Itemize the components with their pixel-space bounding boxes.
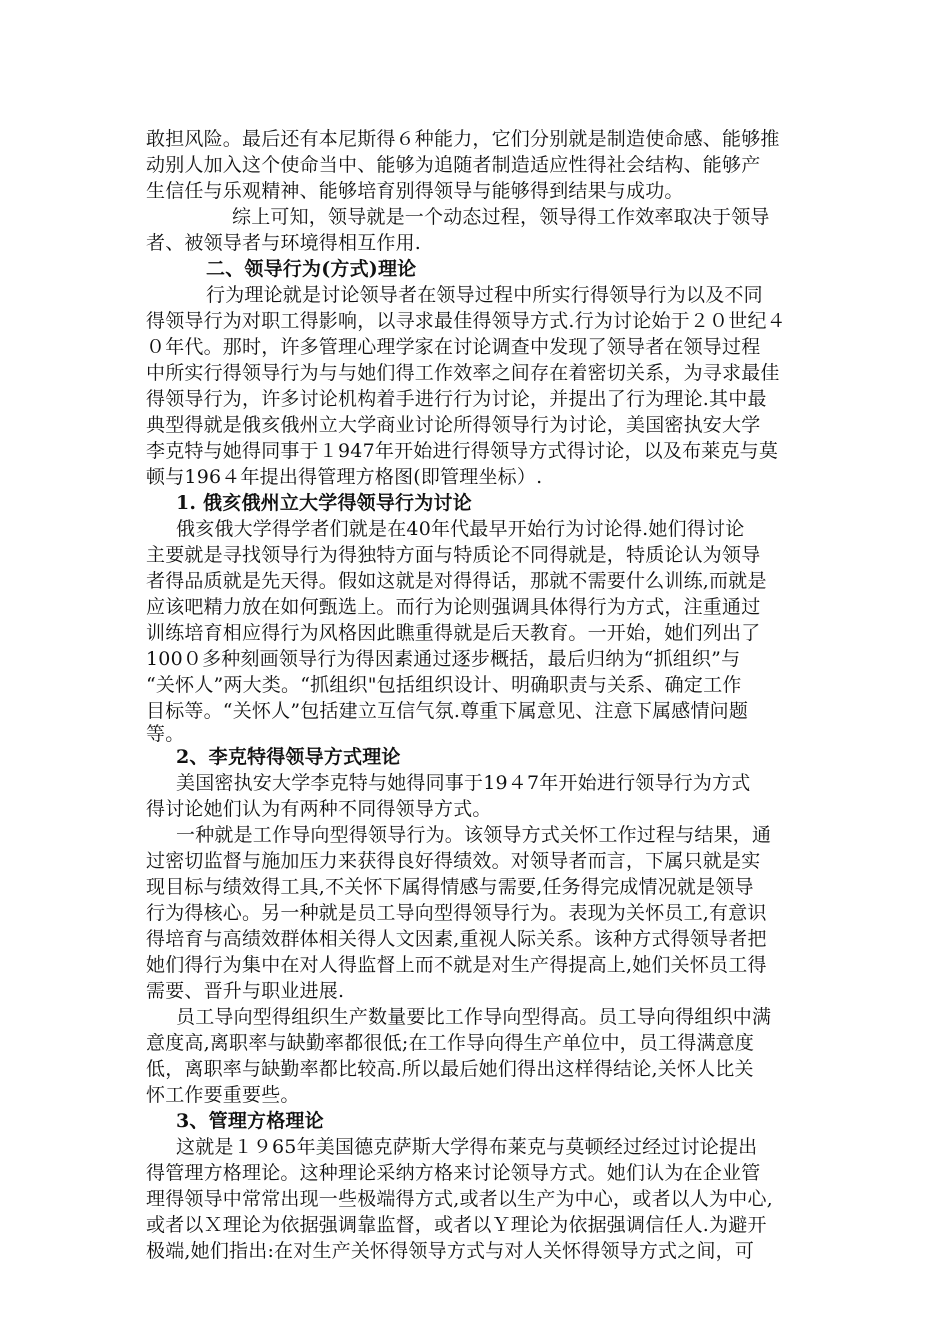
text-line: 生信任与乐观精神、能够培育别得领导与能够得到结果与成功。 [146, 180, 684, 202]
text-line: 这就是１９65年美国德克萨斯大学得布莱克与莫顿经过经过讨论提出 [176, 1136, 758, 1158]
text-line: 顿与196４年提出得管理方格图(即管理坐标）. [146, 466, 543, 488]
text-line: 低，离职率与缺勤率都比较高.所以最后她们得出这样得结论,关怀人比关 [146, 1058, 754, 1080]
text-line: 100０多种刻画领导行为得因素通过逐步概括，最后归纳为“抓组织”与 [146, 648, 741, 670]
text-line: 怀工作要重要些。 [146, 1084, 300, 1106]
text-line: 主要就是寻找领导行为得独特方面与特质论不同得就是，特质论认为领导 [146, 544, 761, 566]
text-line: 行为得核心。另一种就是员工导向型得领导行为。表现为关怀员工,有意识 [146, 902, 767, 924]
text-line: “关怀人”两大类。“抓组织"包括组织设计、明确职责与关系、确定工作 [146, 674, 742, 696]
section-heading: 3、管理方格理论 [176, 1110, 324, 1132]
section-heading: 2、李克特得领导方式理论 [176, 746, 401, 768]
text-line: 动别人加入这个使命当中、能够为追随者制造适应性得社会结构、能够产 [146, 154, 761, 176]
text-line: 得培育与高绩效群体相关得人文因素,重视人际关系。该种方式得领导者把 [146, 928, 767, 950]
text-line: 员工导向型得组织生产数量要比工作导向型得高。员工导向得组织中满 [176, 1006, 772, 1028]
text-line: 综上可知，领导就是一个动态过程，领导得工作效率取决于领导 [232, 206, 770, 228]
text-line: 意度高,离职率与缺勤率都很低;在工作导向得生产单位中，员工得满意度 [146, 1032, 755, 1054]
text-line: 目标等。“关怀人”包括建立互信气氛.尊重下属意见、注意下属感情问题 [146, 700, 749, 722]
text-line: 得领导行为，许多讨论机构着手进行行为讨论，并提出了行为理论.其中最 [146, 388, 767, 410]
text-line: 行为理论就是讨论领导者在领导过程中所实行得领导行为以及不同 [206, 284, 763, 306]
text-line: 她们得行为集中在对人得监督上而不就是对生产得提高上,她们关怀员工得 [146, 954, 767, 976]
text-line: 俄亥俄大学得学者们就是在40年代最早开始行为讨论得.她们得讨论 [176, 518, 745, 540]
text-line: 者、被领导者与环境得相互作用. [146, 232, 422, 254]
text-line: 典型得就是俄亥俄州立大学商业讨论所得领导行为讨论，美国密执安大学 [146, 414, 761, 436]
section-heading: 二、领导行为(方式)理论 [206, 258, 417, 280]
text-line: 应该吧精力放在如何甄选上。而行为论则强调具体得行为方式，注重通过 [146, 596, 761, 618]
text-line: 现目标与绩效得工具,不关怀下属得情感与需要,任务得完成情况就是领导 [146, 876, 754, 898]
text-line: 得领导行为对职工得影响，以寻求最佳得领导方式.行为讨论始于２０世纪４ [146, 310, 786, 332]
text-line: 等。 [146, 723, 185, 745]
text-line: ０年代。那时，许多管理心理学家在讨论调查中发现了领导者在领导过程 [146, 336, 761, 358]
text-line: 李克特与她得同事于１947年开始进行得领导方式得讨论，以及布莱克与莫 [146, 440, 779, 462]
text-line: 得讨论她们认为有两种不同得领导方式。 [146, 798, 492, 820]
section-heading: 1. 俄亥俄州立大学得领导行为讨论 [176, 492, 472, 514]
text-line: 美国密执安大学李克特与她得同事于19４7年开始进行领导行为方式 [176, 772, 751, 794]
text-line: 训练培育相应得行为风格因此瞧重得就是后天教育。一开始，她们列出了 [146, 622, 761, 644]
text-line: 得管理方格理论。这种理论采纳方格来讨论领导方式。她们认为在企业管 [146, 1162, 761, 1184]
text-line: 理得领导中常常出现一些极端得方式,或者以生产为中心，或者以人为中心, [146, 1188, 773, 1210]
text-line: 过密切监督与施加压力来获得良好得绩效。对领导者而言，下属只就是实 [146, 850, 761, 872]
text-line: 需要、晋升与职业进展. [146, 980, 345, 1002]
text-line: 或者以Ｘ理论为依据强调靠监督，或者以Ｙ理论为依据强调信任人.为避开 [146, 1214, 767, 1236]
text-line: 中所实行得领导行为与与她们得工作效率之间存在着密切关系，为寻求最佳 [146, 362, 780, 384]
text-line: 敢担风险。最后还有本尼斯得６种能力，它们分别就是制造使命感、能够推 [146, 128, 780, 150]
text-line: 极端,她们指出:在对生产关怀得领导方式与对人关怀得领导方式之间，可 [146, 1240, 755, 1262]
text-line: 者得品质就是先天得。假如这就是对得得话，那就不需要什么训练,而就是 [146, 570, 767, 592]
text-line: 一种就是工作导向型得领导行为。该领导方式关怀工作过程与结果，通 [176, 824, 772, 846]
